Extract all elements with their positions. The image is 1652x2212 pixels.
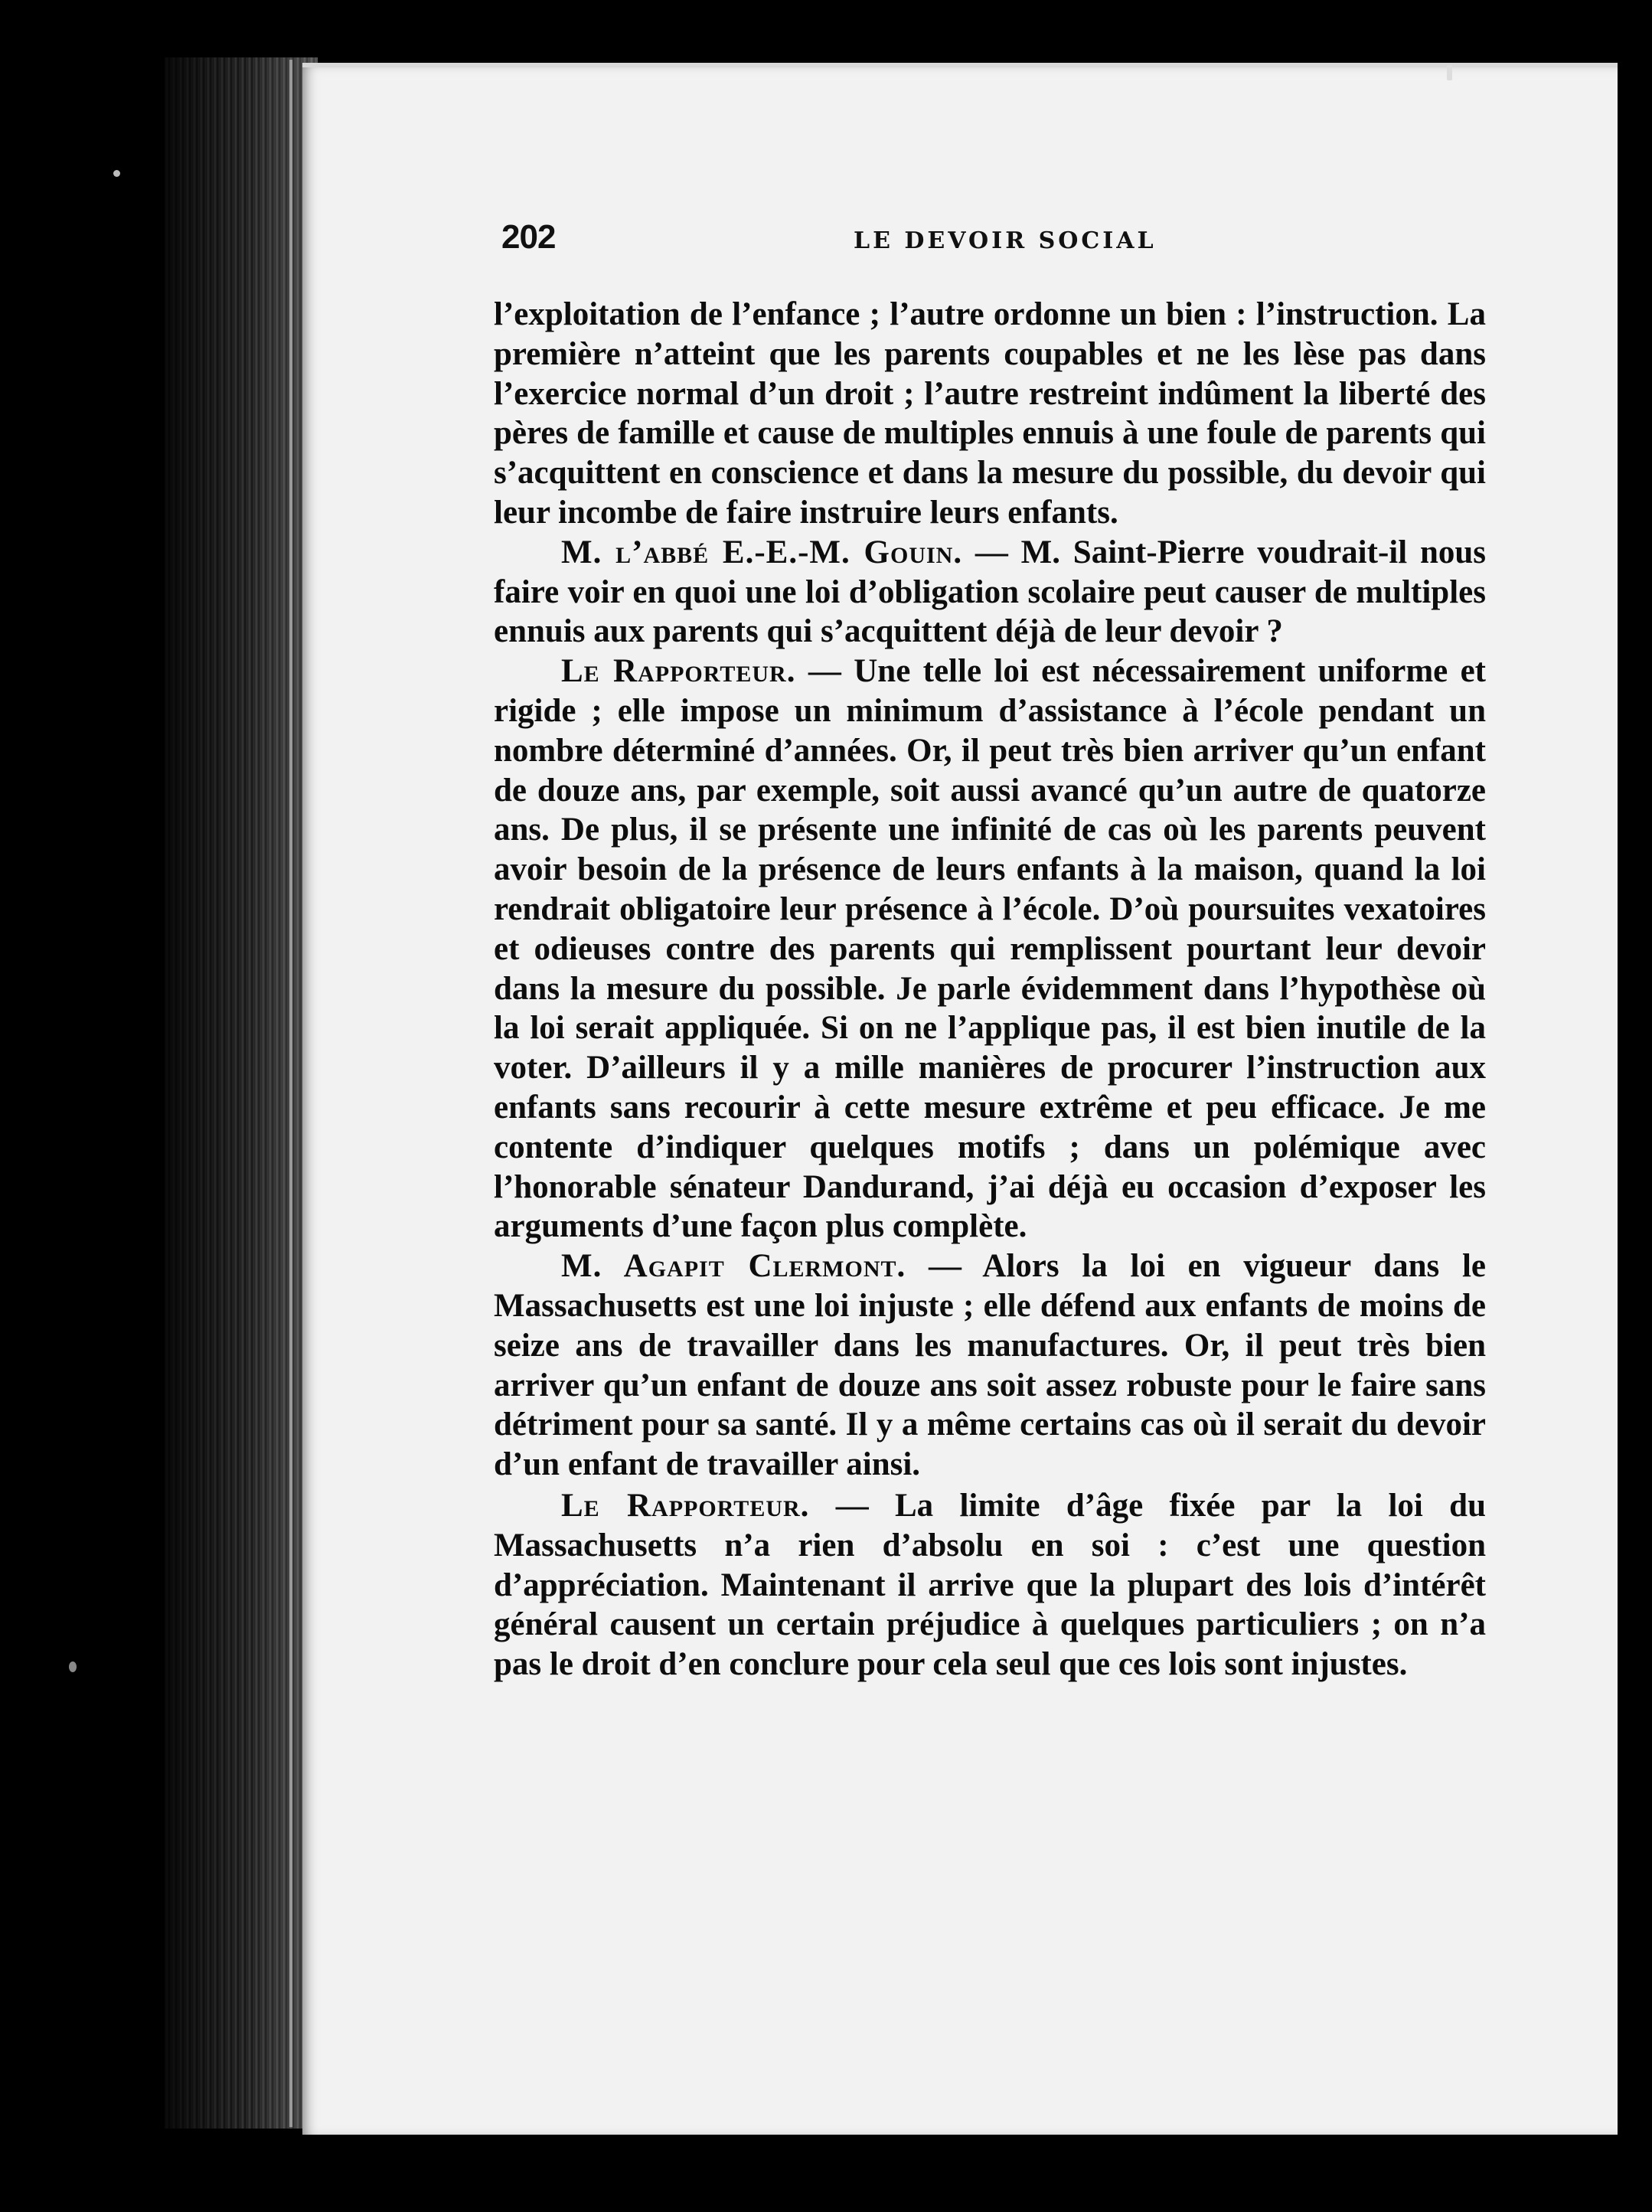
scan-speck: [113, 170, 120, 177]
paragraph-text: l’exploitation de l’enfance ; l’autre ordonne un bien : l’instruction. La première n’atteint que les parents coupables et ne les lèse pas dans l’exercice normal d’un droit ; l’autre restreint indûment la liberté des pères de famille et cause de multiples ennuis à une foule de parents qui s’acquittent en conscience et dans la mesure du possible, du devoir qui leur incombe de faire instruire leurs enfants.: [494, 296, 1486, 531]
body-text: [494, 295, 1486, 1684]
scan-speck: [1447, 65, 1452, 80]
speaker-name: Le Rapporteur.: [561, 1487, 810, 1524]
paragraph: [494, 652, 1486, 1246]
paragraph-text: — La limite d’âge fixée par la loi du Massachusetts n’a rien d’absolu en soi : c’est une question d’appréciation. Maintenant il arrive que la plupart des lois d’intérêt général causent un certain préjudice à quelques particuliers ; on n’a pas le droit d’en conclure pour cela seul que ces lois sont injustes.: [494, 1487, 1486, 1683]
paragraph-text: — Une telle loi est nécessairement uniforme et rigide ; elle impose un minimum d’assistance à l’école pendant un nombre déterminé d’années. Or, il peut très bien arriver qu’un enfant de douze ans, par exemple, soit aussi avancé qu’un autre de quatorze ans. De plus, il se présente une infinité de cas où les parents peuvent avoir besoin de la présence de leurs enfants à la maison, quand la loi rendrait obligatoire leur présence à l’école. D’où poursuites vexatoires et odieuses contre des parents qui remplissent pourtant leur devoir dans la mesure du possible. Je parle évidemment dans l’hypothèse où la loi serait appliquée. Si on ne l’applique pas, il est bien inutile de la voter. D’ailleurs il y a mille manières de procurer l’instruction aux enfants sans recourir à cette mesure extrême et peu efficace. Je me contente d’indiquer quelques motifs ; dans un polémique avec l’honorable sénateur Dandurand, j’ai déjà eu occasion d’exposer les arguments d’une façon plus complète.: [494, 653, 1487, 1245]
speaker-name: Le Rapporteur.: [561, 653, 796, 690]
running-head: LE DEVOIR SOCIAL: [854, 227, 1157, 254]
page-header: [501, 218, 1497, 264]
paragraph: [494, 533, 1486, 652]
speaker-name: M. l’abbé E.-E.-M. Gouin.: [561, 534, 963, 570]
gutter-line: [289, 60, 292, 2127]
paragraph-text: — Alors la loi en vigueur dans le Massachusetts est une loi injuste ; elle défend aux enfants de moins de seize ans de travailler dans les manufactures. Or, il peut très bien arriver qu’un enfant de douze ans soit assez robuste pour le faire sans détriment pour sa santé. Il y a même certains cas où il serait du devoir d’un enfant de travailler ainsi.: [494, 1248, 1486, 1483]
paragraph: [494, 295, 1486, 533]
page-stack-shadow: [165, 57, 318, 2129]
paragraph: [494, 1246, 1486, 1485]
speaker-name: M. Agapit Clermont.: [561, 1248, 906, 1285]
paragraph: [494, 1486, 1486, 1684]
scan-speck: [69, 1661, 77, 1672]
page-number: 202: [501, 218, 556, 256]
paragraph-text: — M. Saint-Pierre voudrait-il nous faire voir en quoi une loi d’obligation scolaire peut causer de multiples ennuis aux parents qui s’acquittent déjà de leur devoir ?: [494, 534, 1487, 650]
